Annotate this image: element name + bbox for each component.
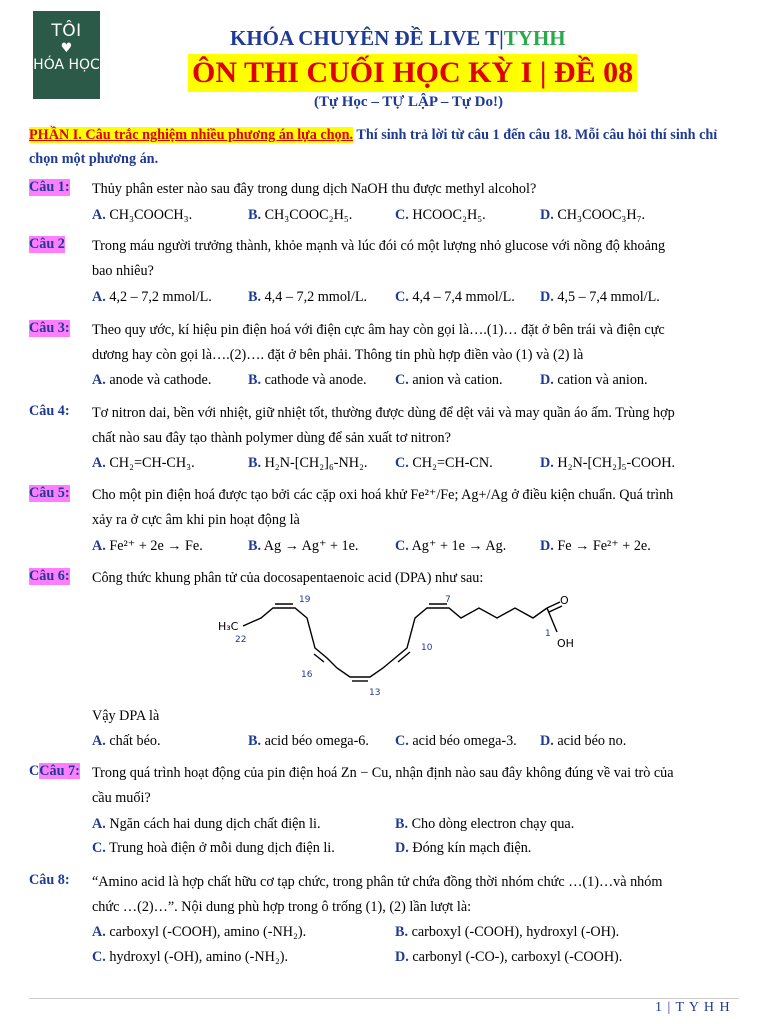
option-b: B. acid béo omega-6. (248, 733, 369, 749)
option-d: D. acid béo no. (540, 733, 627, 749)
part-intro (29, 123, 741, 171)
hydroxyl-label: OH (557, 637, 574, 650)
question-text: “Amino acid là hợp chất hữu cơ tạp chức, trong phân tử chứa đồng thời nhóm chức …(1)…và nhóm (92, 874, 663, 890)
option-d: D. Fe → Fe²⁺ + 2e. (540, 538, 651, 554)
option-d: D. carbonyl (-CO-), carboxyl (-COOH). (395, 949, 623, 965)
option-d: D. 4,5 – 7,4 mmol/L. (540, 289, 660, 305)
question-text: Thủy phân ester nào sau đây trong dung dịch NaOH thu được methyl alcohol? (92, 181, 537, 197)
question-text-cont: cầu muối? (92, 790, 151, 806)
locant-1: 1 (545, 629, 551, 639)
carbon-chain (243, 608, 547, 677)
oxygen-label: O (560, 594, 569, 607)
h3c-label: H₃C (218, 620, 239, 633)
footer-brand: | T Y H H (667, 1000, 731, 1015)
question-label: Câu 2 (29, 236, 65, 252)
option-c: C. anion và cation. (395, 372, 503, 388)
question-text: Trong quá trình hoạt động của pin điện hoá Zn − Cu, nhận định nào sau đây không đúng về vai trò của (92, 765, 674, 781)
option-d: D. Đóng kín mạch điện. (395, 840, 532, 856)
question-label: Câu 8: (29, 872, 70, 888)
locant-10: 10 (421, 643, 433, 653)
locant-16: 16 (301, 670, 313, 680)
option-c: C. Trung hoà điện ở mỗi dung dịch điện li. (92, 840, 335, 856)
brand-name: TYHH (503, 26, 566, 50)
question-text: Theo quy ước, kí hiệu pin điện hoá với điện cực âm hay còn gọi là….(1)… đặt ở bên trái và điện cực (92, 322, 665, 338)
dpa-structure (215, 592, 595, 700)
part-instructions: Thí sinh trả lời từ câu 1 đến câu 18. Mỗi câu hỏi thí sinh chỉ chọn một phương án. (29, 127, 718, 167)
question-text: Cho một pin điện hoá được tạo bởi các cặp oxi hoá khử Fe²⁺/Fe; Ag+/Ag ở điều kiện chuẩn. Quá trình (92, 487, 674, 503)
option-d: D. cation và anion. (540, 372, 648, 388)
option-a: A. CH₂=CH-CH₃. (92, 455, 195, 471)
question-label: Câu 6: (29, 568, 70, 584)
motto: (Tự Học – TỰ LẬP – Tự Do!) (314, 94, 503, 110)
option-c: C. acid béo omega-3. (395, 733, 517, 749)
locant-22: 22 (235, 635, 247, 645)
option-a: A. 4,2 – 7,2 mmol/L. (92, 289, 212, 305)
question-text-cont: chất nào sau đây tạo thành polymer dùng để sản xuất tơ nitron? (92, 430, 451, 446)
locant-19: 19 (299, 595, 311, 605)
option-a: A. carboxyl (-COOH), amino (-NH₂). (92, 924, 307, 940)
question-text: Trong máu người trưởng thành, khỏe mạnh và lúc đói có một lượng nhỏ glucose với nồng độ khoảng (92, 238, 666, 254)
question-label: Câu 3: (29, 320, 70, 336)
question-label: Câu 5: (29, 485, 70, 501)
option-a: A. chất béo. (92, 733, 161, 749)
footer-divider (29, 998, 739, 999)
question-label: Câu 1: (29, 179, 70, 195)
option-b: B. carboxyl (-COOH), hydroxyl (-OH). (395, 924, 620, 940)
question-text-cont: Vậy DPA là (92, 708, 160, 724)
question-label: Câu 4: (29, 403, 70, 419)
option-b: B. cathode và anode. (248, 372, 367, 388)
option-c: C. HCOOC₂H₅. (395, 207, 486, 223)
locant-13: 13 (369, 688, 381, 698)
page-footer (655, 1000, 731, 1016)
option-a: A. Fe²⁺ + 2e → Fe. (92, 538, 203, 554)
question-text-cont: bao nhiêu? (92, 263, 154, 279)
question-text-cont: xảy ra ở cực âm khi pin hoạt động là (92, 512, 300, 528)
question-text-cont: dương hay còn gọi là….(2)…. đặt ở bên phải. Thông tin phù hợp điền vào (1) và (2) là (92, 347, 584, 363)
option-d: D. CH₃COOC₃H₇. (540, 207, 646, 223)
logo-line2: HÓA HỌC (33, 57, 100, 73)
question-text: Công thức khung phân tử của docosapentaenoic acid (DPA) như sau: (92, 570, 484, 586)
part-heading: PHẦN I. Câu trắc nghiệm nhiều phương án lựa chọn. (29, 127, 354, 143)
option-b: B. H₂N-[CH₂]₆-NH₂. (248, 455, 368, 471)
question-text: Tơ nitron dai, bền với nhiệt, giữ nhiệt tốt, thường được dùng để dệt vải và may quần áo ấm. Trùng hợp (92, 405, 675, 421)
page-number: 1 (655, 1000, 663, 1015)
option-b: B. Ag → Ag⁺ + 1e. (248, 538, 359, 554)
locant-7: 7 (445, 595, 451, 605)
option-b: B. 4,4 – 7,2 mmol/L. (248, 289, 368, 305)
question-text-cont: chức …(2)…”. Nội dung phù hợp trong ô trống (1), (2) lần lượt là: (92, 899, 472, 915)
option-b: B. Cho dòng electron chạy qua. (395, 816, 575, 832)
logo (33, 11, 100, 99)
logo-line1: TÔI (51, 21, 82, 41)
option-d: D. H₂N-[CH₂]₅-COOH. (540, 455, 676, 471)
option-c: C. hydroxyl (-OH), amino (-NH₂). (92, 949, 289, 965)
question-label: CCâu 7: (29, 763, 80, 779)
option-c: C. Ag⁺ + 1e → Ag. (395, 538, 507, 554)
heart-icon: ♥ (60, 41, 73, 56)
option-a: A. Ngăn cách hai dung dịch chất điện li. (92, 816, 321, 832)
option-c: C. CH₂=CH-CN. (395, 455, 493, 471)
option-b: B. CH₃COOC₂H₅. (248, 207, 353, 223)
option-c: C. 4,4 – 7,4 mmol/L. (395, 289, 515, 305)
option-a: A. CH₃COOCH₃. (92, 207, 193, 223)
double-bond-16 (314, 654, 324, 662)
exam-title: ÔN THI CUỐI HỌC KỲ I | ĐỀ 08 (188, 54, 637, 92)
course-title: KHÓA CHUYÊN ĐỀ LIVE T|TYHH (230, 26, 566, 50)
option-a: A. anode và cathode. (92, 372, 212, 388)
